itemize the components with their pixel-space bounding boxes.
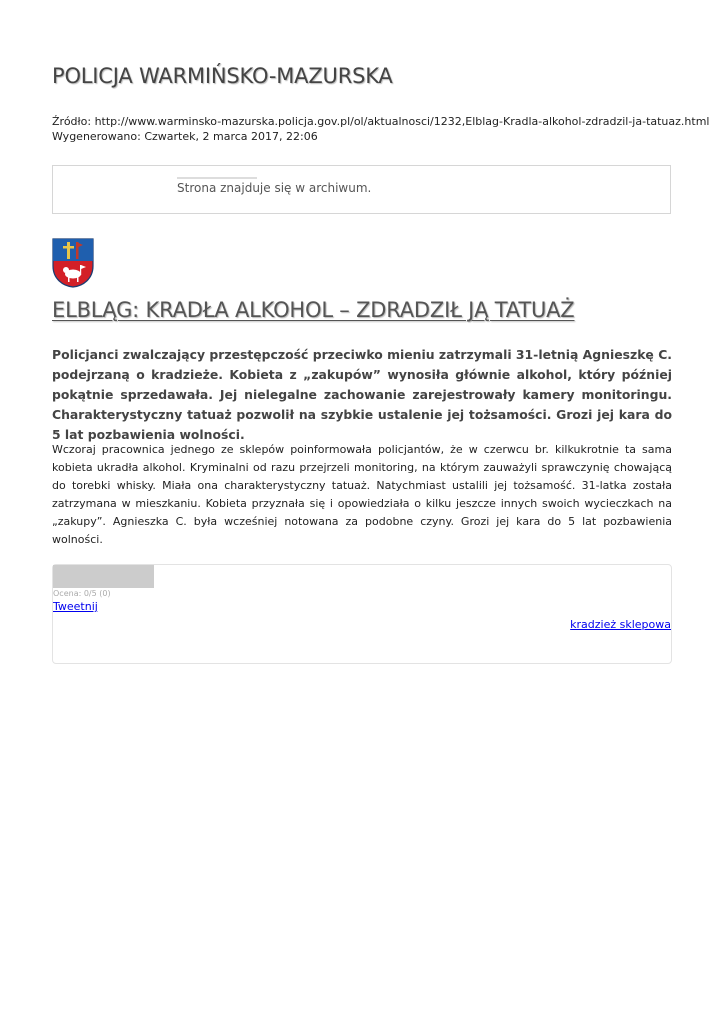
archive-notice: Strona znajduje się w archiwum. [177, 181, 372, 195]
article-title: ELBLĄG: KRADŁA ALKOHOL – ZDRADZIŁ JĄ TATUAŻ [52, 298, 575, 322]
tweet-link[interactable]: Tweetnij [53, 600, 98, 613]
rating-text: Ocena: 0/5 (0) [53, 589, 111, 598]
source-line: Źródło: http://www.warminsko-mazurska.policja.gov.pl/ol/aktualnosci/1232,Elblag-Kradla-alkohol-zdradzil-ja-tatuaz.html [52, 115, 710, 128]
document-meta [52, 114, 712, 144]
site-title: POLICJA WARMIŃSKO-MAZURSKA [52, 64, 393, 88]
article-body: Wczoraj pracownica jednego ze sklepów poinformowała policjantów, że w czerwcu br. kilkukrotnie ta sama kobieta ukradła alkohol. Kryminalni od razu przejrzeli monitoring, na którym zauważyli sprawczynię chowającą do torebki whisky. Miała ona charakterystyczny tatuaż. Natychmiast ustalili jej tożsamość. 31-latka została zatrzymana w mieszkaniu. Kobieta przyznała się i opowiedziała o kilku jeszcze innych swoich wycieczkach na „zakupy”. Agnieszka C. była wcześniej notowana za podobne czyny. Grozi jej kara do 5 lat pozbawienia wolności. [52, 443, 672, 546]
article-footer-box [52, 564, 672, 664]
tag-link[interactable]: kradzież sklepowa [570, 618, 671, 631]
article-lead: Policjanci zwalczający przestępczość przeciwko mieniu zatrzymali 31-letnią Agnieszkę C. podejrzaną o kradzieże. Kobieta z „zakupów” wynosiła głównie alkohol, który później pokątnie sprzedawała. Jej nielegalne zachowanie zarejestrowały kamery monitoringu. Charakterystyczny tatuaż pozwolił na szybkie ustalenie jej tożsamości. Grozi jej kara do 5 lat pozbawienia wolności. [52, 347, 672, 442]
archive-divider [177, 177, 257, 179]
archive-notice-box [52, 165, 671, 214]
coat-of-arms-icon [52, 238, 94, 288]
coat-of-arms-logo [52, 238, 94, 288]
generated-line: Wygenerowano: Czwartek, 2 marca 2017, 22:06 [52, 130, 318, 143]
rating-widget[interactable] [53, 565, 154, 588]
